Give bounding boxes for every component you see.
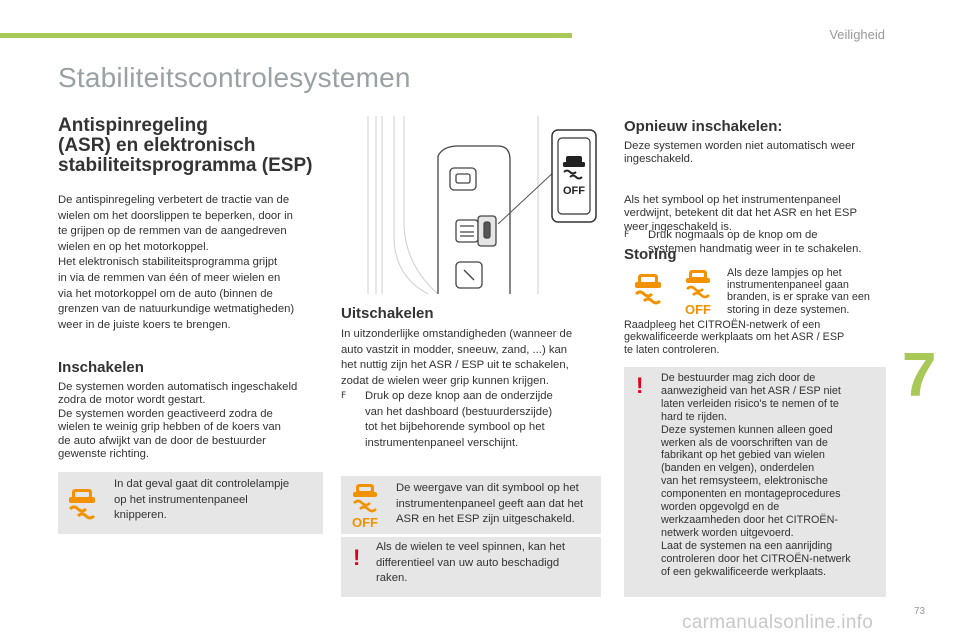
lamp-note-text: In dat geval gaat dit controlelampje op het instrumentenpaneel knipperen. (114, 478, 290, 522)
uitschakelen-paragraph: In uitzonderlijke omstandigheden (wanneer de auto vastzit in modder, sneeuw, zand, ...) kan het nuttig zijn het ASR / ESP uit te schakelen, zodat de wielen weer grip kunnen krijgen. (341, 328, 573, 387)
page-number: 73 (914, 606, 926, 617)
opnieuw-paragraph: Deze systemen worden niet automatisch weer ingeschakeld. (624, 140, 856, 166)
esp-off-warning-icon (347, 482, 383, 530)
inschakelen-paragraph: De systemen worden automatisch ingeschakeld zodra de motor wordt gestart. De systemen worden geactiveerd zodra de wielen te weinig grip hebben of de koers van de auto afwijkt van de door de bestuurder gewenste richting. (58, 381, 298, 461)
off-button-label: OFF (563, 185, 585, 197)
main-heading: Antispinregeling (ASR) en elektronisch stabiliteitsprogramma (ESP) (58, 115, 313, 176)
warning-exclamation-icon: ! (636, 373, 644, 398)
section-label: Veiligheid (829, 27, 885, 42)
dashboard-button-illustration (338, 116, 600, 294)
lamp-note-box (58, 472, 323, 534)
svg-text:OFF: OFF (685, 302, 711, 317)
page-title: Stabiliteitscontrolesystemen (58, 62, 411, 93)
driver-warning-text: De bestuurder mag zich door de aanwezigheid van het ASR / ESP niet laten verleiden risico's te nemen of te hard te rijden. Deze systemen kunnen alleen goed werken als de voorschriften van de fabrikant op het gebied van wielen (banden en velgen), onderdelen van het remsysteem, elektronische componenten en montageprocedures worden opgevolgd en de werkzaamheden door het CITROËN- netwerk worden uitgevoerd. Laat de systemen na een aanrijding controleren door het CITROËN-netwerk of een gekwalificeerde werkplaats. (661, 372, 851, 578)
opnieuw-bullet: F Druk nogmaals op de knop om de systemen handmatig weer in te schakelen. (624, 229, 862, 255)
spin-warning-box (341, 537, 601, 597)
spin-warning-text: Als de wielen te veel spinnen, kan het differentieel van uw auto beschadigd raken. (376, 541, 566, 585)
storing-paragraph: Raadpleeg het CITROËN-netwerk of een gekwalificeerde werkplaats om het ASR / ESP te laten controleren. (624, 319, 845, 356)
opnieuw-after-paragraph: Als het symbool op het instrumentenpaneel verdwijnt, betekent dit dat het ASR en het ESP weer ingeschakeld is. (624, 194, 857, 233)
intro-paragraph: De antispinregeling verbetert de tractie van de wielen om het doorslippen te beperken, door in te grijpen op de remmen van de aangedreven wielen en op het motorkoppel. Het elektronisch stabiliteitsprogramma grijpt in via de remmen van één of meer wielen en via het motorkoppel om de auto (binnen de grenzen van de natuurkundige wetmatigheden) weer in de juiste koers te brengen. (58, 194, 295, 331)
storing-side-text: Als deze lampjes op het instrumentenpaneel gaan branden, is er sprake van een storing in deze systemen. (727, 267, 870, 316)
driver-warning-box (624, 367, 886, 597)
bullet-icon: F (624, 230, 630, 241)
off-note-box (341, 476, 601, 534)
esp-car-skid-icon (64, 485, 100, 521)
esp-off-fault-icon (680, 268, 716, 318)
inschakelen-heading: Inschakelen (58, 359, 144, 376)
watermark: carmanualsonline.info (682, 612, 874, 633)
warning-exclamation-icon: ! (353, 545, 361, 570)
uitschakelen-bullet: F Druk op deze knop aan de onderzijde van het dashboard (bestuurderszijde) tot het bijbehorende symbool op het instrumentenpaneel verschijnt. (341, 390, 553, 449)
opnieuw-heading: Opnieuw inschakelen: (624, 118, 783, 135)
chapter-number: 7 (902, 341, 937, 410)
bullet-icon: F (341, 391, 347, 401)
svg-text:OFF: OFF (352, 515, 378, 530)
storing-heading: Storing (624, 246, 677, 263)
esp-fault-icon (630, 270, 666, 306)
uitschakelen-heading: Uitschakelen (341, 305, 434, 322)
off-note-text: De weergave van dit symbool op het instrumentenpaneel geeft aan dat het ASR en het ESP zijn uitgeschakeld. (396, 482, 584, 526)
header-accent-bar (0, 33, 572, 38)
